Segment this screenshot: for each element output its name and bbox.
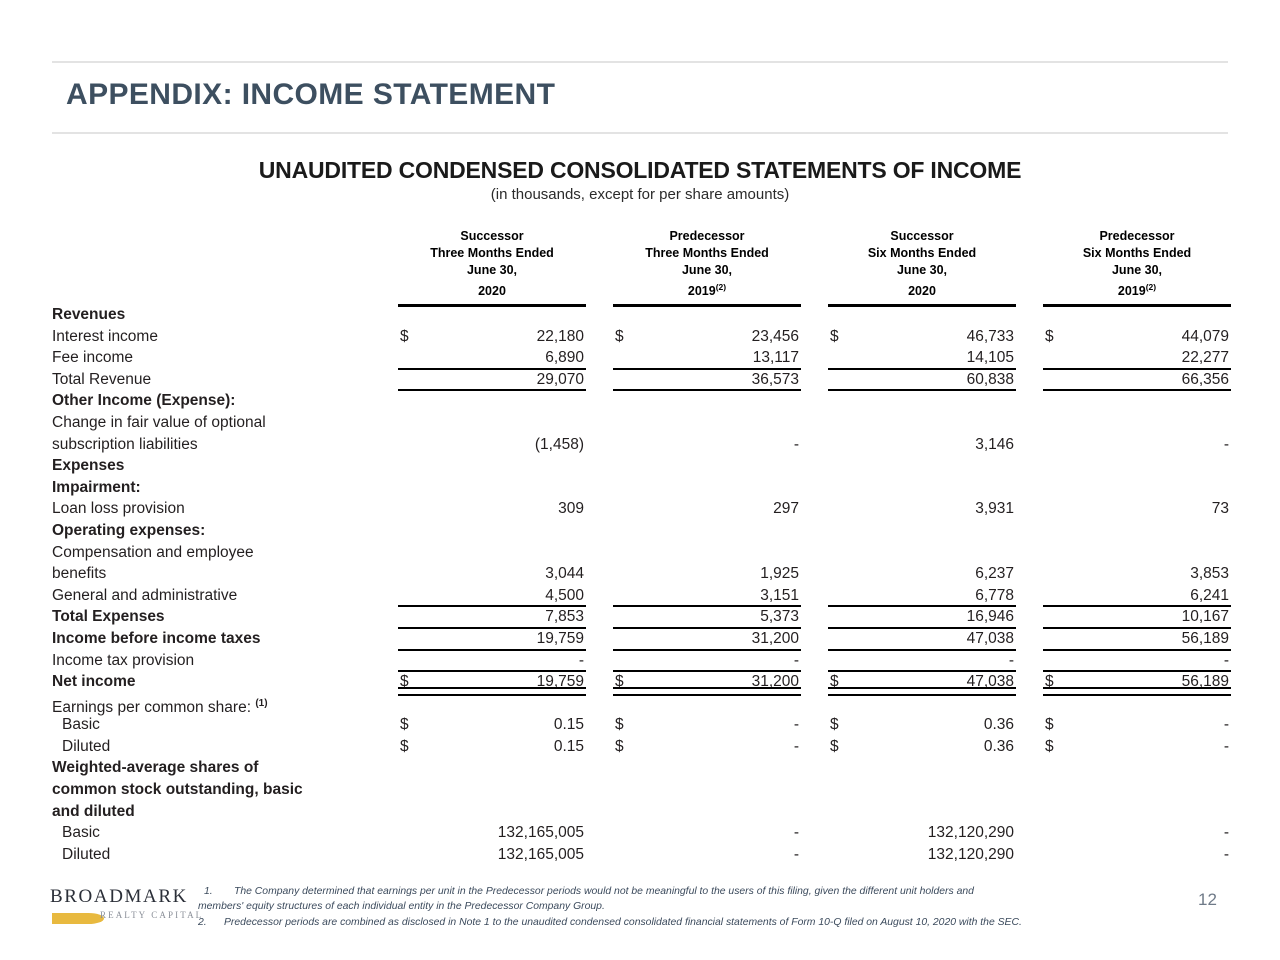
cell-income-before-taxes-c1 [398,628,586,650]
currency-symbol: $ [615,737,624,755]
cell-value: 0.36 [983,716,1014,734]
cell-general-admin-c2 [613,585,801,607]
cell-comp-benefits-c1 [398,563,586,585]
cell-eps-basic-c3 [828,714,1016,736]
currency-symbol: $ [1045,716,1054,734]
cell-value: 19,759 [536,629,584,647]
cell-value: 3,853 [1190,565,1229,583]
table-row [52,650,1232,672]
statement-subtitle: (in thousands, except for per share amounts) [490,186,790,203]
cell-wavg-basic-c1 [398,822,586,844]
cell-total-expenses-c1 [398,606,586,628]
table-row [52,304,1232,326]
cell-interest-income-c4 [1043,326,1231,348]
currency-symbol: $ [1045,673,1054,691]
table-row [52,412,1232,434]
cell-wavg-basic-c3 [828,822,1016,844]
logo-swoosh-icon [52,913,104,924]
cell-income-tax-c2 [613,650,801,672]
column-header-1 [398,228,586,307]
column-period: Predecessor [669,229,745,243]
column-year-footnote: (2) [715,282,727,292]
cell-wavg-diluted-c2 [613,844,801,866]
cell-income-before-taxes-c3 [828,628,1016,650]
column-year: 2020 [478,284,506,299]
cell-interest-income-c2 [613,326,801,348]
cell-wavg-basic-c4 [1043,822,1231,844]
cell-value: 36,573 [751,370,799,388]
row-label-expenses: Expenses [52,457,125,475]
column-span: Six Months Ended [1082,246,1192,260]
cell-value: - [793,824,799,842]
table-row [52,563,1232,585]
cell-income-tax-c1 [398,650,586,672]
cell-net-income-c1 [398,671,586,693]
cell-value: 132,120,290 [927,845,1014,863]
cell-value: (1,458) [534,435,584,453]
cell-value: 0.15 [553,737,584,755]
table-row [52,520,1232,542]
cell-wavg-basic-c2 [613,822,801,844]
table-row [52,390,1232,412]
eps-header-footnote: (1) [255,697,268,709]
cell-total-expenses-c4 [1043,606,1231,628]
row-label-comp-benefits-line1: Compensation and employee [52,543,254,561]
cell-value: 3,931 [975,500,1014,518]
statement-title: UNAUDITED CONDENSED CONSOLIDATED STATEMENTS OF INCOME [258,157,1022,183]
cell-value: 132,120,290 [927,824,1014,842]
cell-value: - [793,716,799,734]
row-label-revenues: Revenues [52,306,126,323]
table-row [52,369,1232,391]
cell-value: 0.15 [553,716,584,734]
page-title: APPENDIX: INCOME STATEMENT [66,78,556,111]
table-row [52,434,1232,456]
cell-value: - [1223,435,1229,453]
cell-value: 6,778 [975,586,1014,604]
cell-comp-benefits-c4 [1043,563,1231,585]
cell-value: 56,189 [1181,629,1229,647]
row-label-wavg-line1: Weighted-average shares of [52,759,259,777]
logo-tagline: REALTY CAPITAL [100,910,204,920]
cell-value: 1,925 [760,565,799,583]
cell-value: - [1223,716,1229,734]
cell-general-admin-c3 [828,585,1016,607]
table-row [52,757,1232,779]
cell-change-fv-c2 [613,434,801,456]
row-label-wavg-basic: Basic [62,824,100,842]
table-row [52,606,1232,628]
table-row [52,801,1232,823]
column-header-2 [613,228,801,307]
table-row [52,693,1232,715]
page-number: 12 [1198,890,1217,909]
cell-total-expenses-c3 [828,606,1016,628]
row-label-eps-diluted: Diluted [62,737,111,755]
cell-change-fv-c1 [398,434,586,456]
cell-value: 23,456 [751,327,799,345]
cell-wavg-diluted-c3 [828,844,1016,866]
table-row [52,628,1232,650]
currency-symbol: $ [830,673,839,691]
column-span: Six Months Ended [867,246,977,260]
currency-symbol: $ [1045,737,1054,755]
column-header-4 [1043,228,1231,307]
table-row [52,455,1232,477]
cell-income-tax-c4 [1043,650,1231,672]
cell-value: 22,180 [536,327,584,345]
cell-change-fv-c3 [828,434,1016,456]
row-label-income-before-taxes: Income before income taxes [52,629,261,647]
table-row [52,326,1232,348]
table-row [52,671,1232,693]
cell-income-tax-c3 [828,650,1016,672]
cell-value: 60,838 [966,370,1014,388]
row-label-impairment: Impairment: [52,478,141,496]
table-row [52,736,1232,758]
cell-value: 19,759 [536,673,584,691]
cell-loan-loss-c1 [398,498,586,520]
row-label-general-admin: General and administrative [52,586,238,604]
row-label-fee-income: Fee income [52,349,133,367]
row-label-change-fv-line1: Change in fair value of optional [52,413,266,431]
cell-comp-benefits-c3 [828,563,1016,585]
row-label-other-income: Other Income (Expense): [52,392,236,410]
row-label-comp-benefits-line2: benefits [52,565,107,583]
cell-value: - [793,737,799,755]
cell-value: 47,038 [966,673,1014,691]
currency-symbol: $ [400,673,409,691]
row-label-change-fv-line2: subscription liabilities [52,435,198,453]
footnote-2-number: 2. [198,917,207,928]
column-date: June 30, [896,263,948,277]
broadmark-logo [50,886,210,928]
cell-value: 3,146 [975,435,1014,453]
eps-header-text: Earnings per common share: [52,698,252,716]
cell-value: - [793,845,799,863]
cell-value: 29,070 [536,370,584,388]
row-label-income-tax-provision: Income tax provision [52,651,195,669]
cell-value: 14,105 [966,349,1014,367]
cell-value: 46,733 [966,327,1014,345]
cell-value: 6,890 [545,349,584,367]
cell-value: 297 [773,500,799,518]
row-label-total-revenue: Total Revenue [52,370,152,388]
table-row [52,477,1232,499]
column-year-footnote: (2) [1145,282,1157,292]
column-period: Successor [890,229,954,243]
currency-symbol: $ [830,737,839,755]
cell-value: 132,165,005 [497,845,584,863]
cell-value: 31,200 [751,673,799,691]
column-period: Successor [460,229,524,243]
cell-value: 73 [1211,500,1229,518]
currency-symbol: $ [615,327,624,345]
cell-value: 3,151 [760,586,799,604]
cell-total-revenue-c4 [1043,369,1231,391]
cell-net-income-c4 [1043,671,1231,693]
cell-net-income-c3 [828,671,1016,693]
footnote-1-number: 1. [204,886,213,897]
cell-general-admin-c4 [1043,585,1231,607]
cell-total-revenue-c3 [828,369,1016,391]
cell-value: - [1223,845,1229,863]
column-date: June 30, [466,263,518,277]
cell-interest-income-c1 [398,326,586,348]
cell-eps-diluted-c3 [828,736,1016,758]
table-row [52,542,1232,564]
column-span: Three Months Ended [645,246,769,260]
cell-fee-income-c2 [613,347,801,369]
cell-eps-basic-c2 [613,714,801,736]
cell-loan-loss-c2 [613,498,801,520]
cell-loan-loss-c4 [1043,498,1231,520]
logo-wordmark: BROADMARK [50,886,188,907]
currency-symbol: $ [830,327,839,345]
row-label-net-income: Net income [52,673,136,691]
cell-value: - [578,651,584,669]
cell-value: 6,241 [1190,586,1229,604]
cell-value: 4,500 [545,586,584,604]
cell-interest-income-c3 [828,326,1016,348]
row-label-wavg-line2: common stock outstanding, basic [52,781,303,799]
cell-eps-basic-c1 [398,714,586,736]
row-label-wavg-line3: and diluted [52,802,135,820]
cell-value: 132,165,005 [497,824,584,842]
cell-income-before-taxes-c4 [1043,628,1231,650]
cell-net-income-c2 [613,671,801,693]
cell-value: - [793,651,799,669]
cell-eps-diluted-c2 [613,736,801,758]
currency-symbol: $ [615,716,624,734]
cell-value: 5,373 [760,608,799,626]
cell-eps-diluted-c1 [398,736,586,758]
cell-value: - [1008,651,1014,669]
cell-value: 7,853 [545,608,584,626]
column-year: 2020 [908,284,936,299]
cell-value: - [1223,824,1229,842]
table-row [52,822,1232,844]
cell-eps-basic-c4 [1043,714,1231,736]
row-label-wavg-diluted: Diluted [62,845,111,863]
table-row [52,347,1232,369]
cell-value: 47,038 [966,629,1014,647]
row-label-operating-expenses: Operating expenses: [52,521,206,539]
cell-value: 13,117 [752,349,799,367]
cell-value: 3,044 [545,565,584,583]
cell-value: 0.36 [983,737,1014,755]
cell-value: - [1223,737,1229,755]
cell-value: 16,946 [966,608,1014,626]
header-rule-bottom [52,132,1228,134]
table-row [52,779,1232,801]
cell-value: 10,167 [1181,608,1229,626]
row-label-eps-basic: Basic [62,716,100,734]
column-date: June 30, [681,263,733,277]
column-period: Predecessor [1099,229,1175,243]
cell-value: 44,079 [1181,327,1229,345]
cell-wavg-diluted-c4 [1043,844,1231,866]
column-year: 2019 [1117,284,1146,299]
currency-symbol: $ [400,737,409,755]
header-rule-top [52,61,1228,63]
footnote-1-line1: The Company determined that earnings per unit in the Predecessor periods would not be meaningful to the users of this filing, given the different unit holders and [234,886,974,897]
cell-loan-loss-c3 [828,498,1016,520]
cell-wavg-diluted-c1 [398,844,586,866]
cell-change-fv-c4 [1043,434,1231,456]
table-column-headers [52,228,1232,304]
currency-symbol: $ [400,327,409,345]
footnote-2-line1: Predecessor periods are combined as disclosed in Note 1 to the unaudited condensed consolidated financial statements of Form 10-Q filed on August 10, 2020 with the SEC. [224,917,1022,928]
currency-symbol: $ [830,716,839,734]
cell-total-expenses-c2 [613,606,801,628]
column-span: Three Months Ended [430,246,554,260]
cell-value: 309 [558,500,584,518]
income-statement-table [52,228,1232,865]
cell-comp-benefits-c2 [613,563,801,585]
footnote-1-line2: members' equity structures of each individual entity in the Predecessor Company Group. [198,901,605,912]
column-header-3 [828,228,1016,307]
cell-value: 66,356 [1181,370,1229,388]
cell-fee-income-c3 [828,347,1016,369]
column-year: 2019 [687,284,716,299]
column-date: June 30, [1111,263,1163,277]
table-row [52,585,1232,607]
table-row [52,714,1232,736]
cell-total-revenue-c2 [613,369,801,391]
cell-income-before-taxes-c2 [613,628,801,650]
currency-symbol: $ [400,716,409,734]
cell-total-revenue-c1 [398,369,586,391]
row-label-interest-income: Interest income [52,327,158,345]
cell-value: 6,237 [975,565,1014,583]
row-label-total-expenses: Total Expenses [52,608,165,626]
cell-value: - [1223,651,1229,669]
table-row [52,844,1232,866]
cell-fee-income-c1 [398,347,586,369]
table-row [52,498,1232,520]
cell-value: 22,277 [1181,349,1229,367]
cell-value: 31,200 [751,629,799,647]
cell-eps-diluted-c4 [1043,736,1231,758]
currency-symbol: $ [615,673,624,691]
cell-value: 56,189 [1181,673,1229,691]
cell-value: - [793,435,799,453]
currency-symbol: $ [1045,327,1054,345]
cell-fee-income-c4 [1043,347,1231,369]
cell-general-admin-c1 [398,585,586,607]
row-label-loan-loss-provision: Loan loss provision [52,500,185,518]
